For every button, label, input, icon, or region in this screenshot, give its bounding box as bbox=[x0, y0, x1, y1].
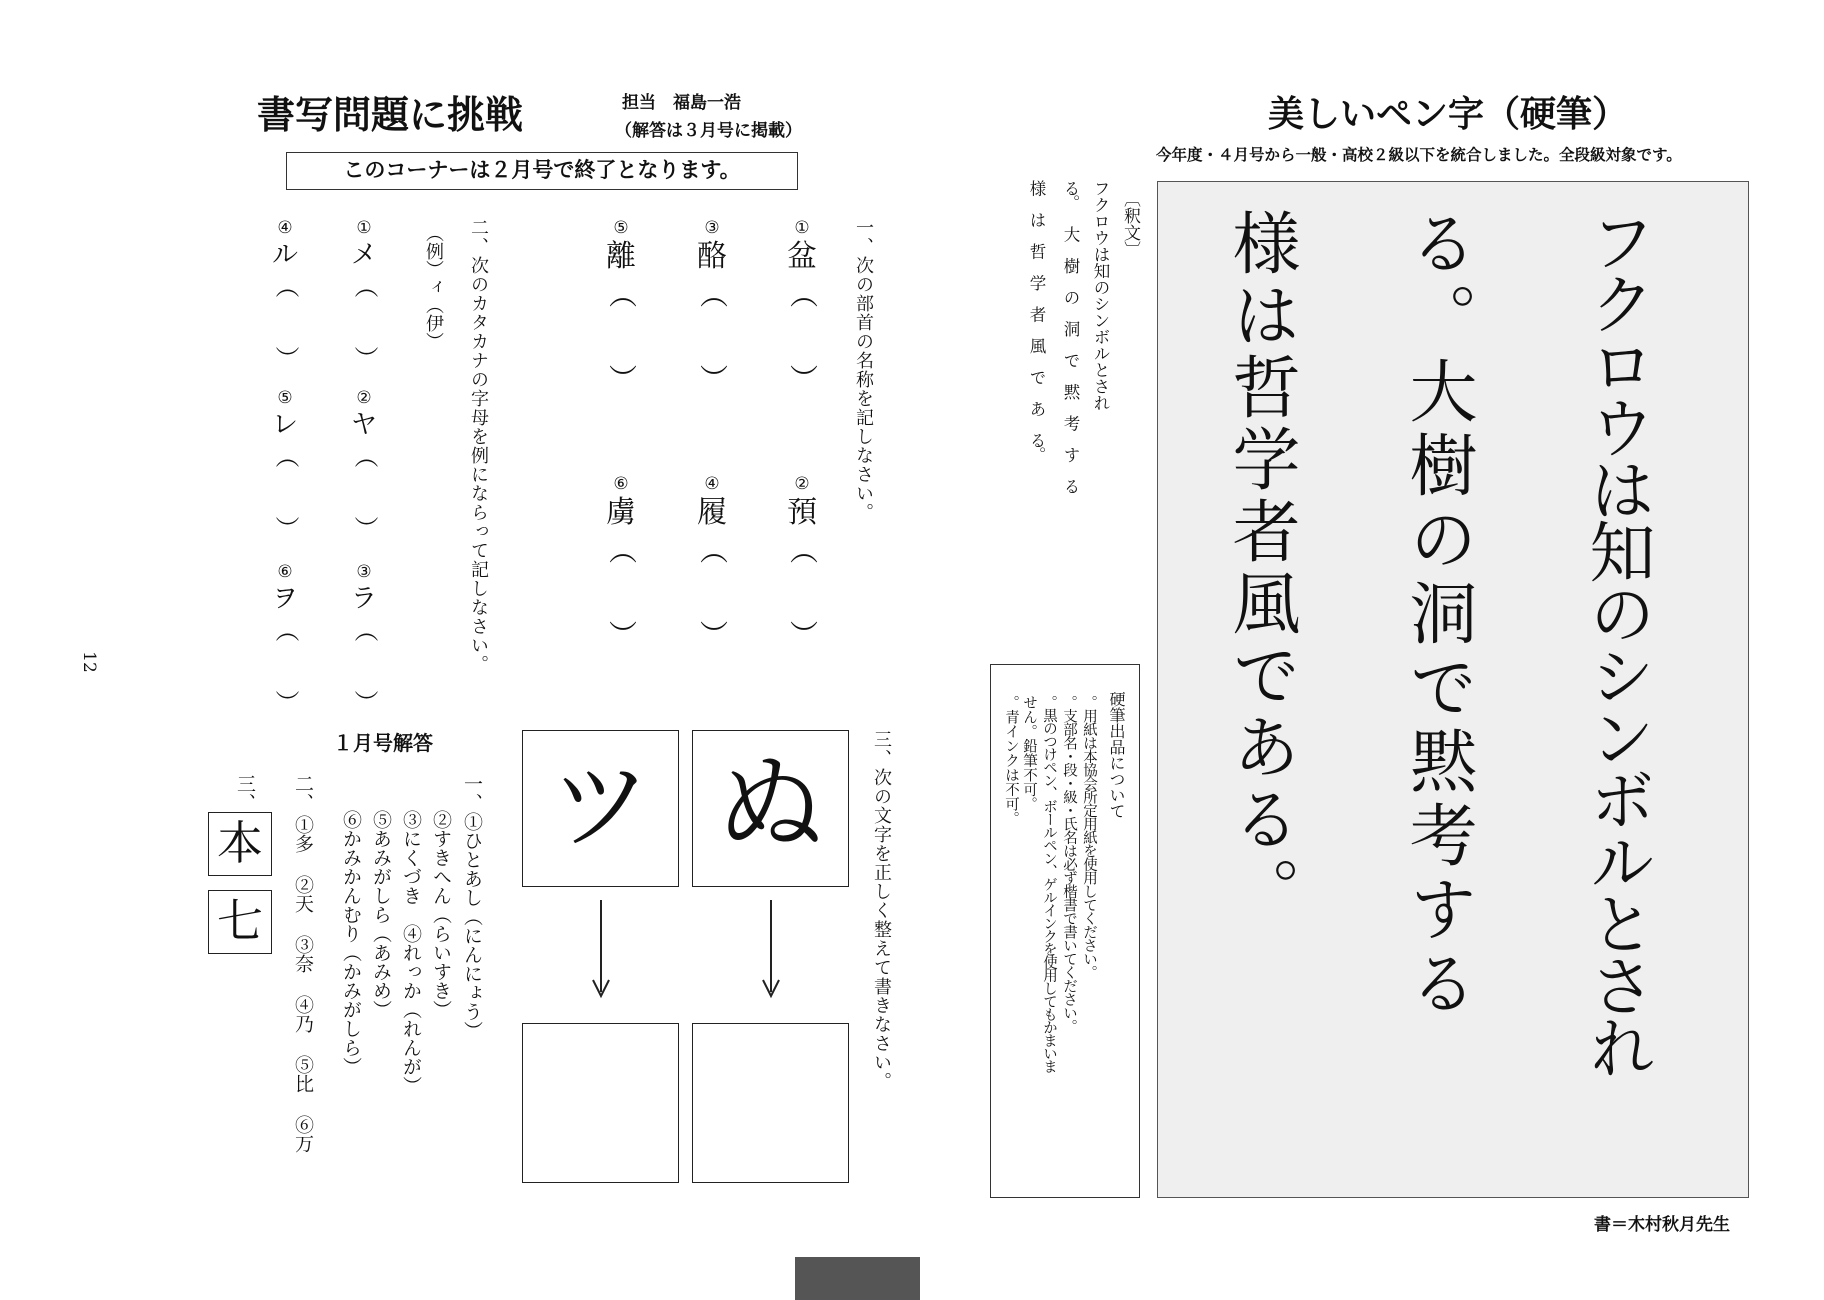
q2-item-char: レ bbox=[271, 410, 298, 440]
answer-2-item: ④乃 bbox=[292, 995, 314, 1033]
left-title: 書写問題に挑戦 bbox=[257, 93, 524, 137]
answer-2-item: ②天 bbox=[292, 875, 314, 913]
answer-3-char-box bbox=[208, 890, 272, 954]
author: 担当 福島一浩 bbox=[622, 93, 741, 113]
center-tab bbox=[795, 1257, 920, 1300]
q1-item-num: ⑥ bbox=[613, 474, 629, 494]
shakubun-label: 〔釈文〕 bbox=[1120, 190, 1140, 258]
q2-item-char: メ bbox=[350, 240, 377, 270]
answer-paren: （ ） bbox=[271, 618, 299, 714]
notice-text: このコーナーは２月号で終了となります。 bbox=[343, 158, 741, 182]
q1-item-3 bbox=[692, 218, 732, 392]
answers-title: １月号解答 bbox=[333, 731, 433, 755]
answer-paren: （ ） bbox=[271, 444, 299, 540]
q1-item-num: ③ bbox=[704, 218, 720, 238]
answer-paren: （ ） bbox=[605, 280, 638, 392]
shakubun-line: る。 大 樹 の 洞 で 黙 考 す る bbox=[1061, 180, 1080, 493]
q2-item-num: ⑥ bbox=[277, 562, 293, 582]
answer-paren: （ ） bbox=[696, 280, 729, 392]
notice-box bbox=[286, 152, 798, 190]
rule-line: 。支部名・段・級・氏名は必ず楷書で書いてください。 bbox=[1061, 695, 1077, 1033]
q2-item-1 bbox=[344, 218, 384, 370]
q1-instruction: 一、次の部首の名称を記しなさい。 bbox=[853, 218, 874, 522]
q1-item-char: 履 bbox=[697, 495, 727, 530]
answer-paren: （ ） bbox=[786, 536, 819, 648]
q3-answer-box-1[interactable] bbox=[692, 1023, 849, 1183]
answer-2-item: ③奈 bbox=[292, 935, 314, 973]
right-subtitle: 今年度・４月号から一般・高校２級以下を統合しました。全段級対象です。 bbox=[1156, 146, 1682, 164]
rule-line: せん。鉛筆不可。 bbox=[1021, 695, 1037, 811]
answer-paren: （ ） bbox=[786, 280, 819, 392]
q1-item-5 bbox=[601, 218, 641, 392]
q2-item-num: ④ bbox=[277, 218, 293, 238]
model-line: 様は哲学者風である。 bbox=[1221, 208, 1300, 928]
page-number: 12 bbox=[78, 651, 99, 673]
q1-item-char: 離 bbox=[606, 239, 636, 274]
q2-item-char: ラ bbox=[350, 584, 377, 614]
answer-paren: （ ） bbox=[350, 274, 378, 370]
answer-3-label: 三、 bbox=[234, 774, 256, 812]
answer-1-line: ⑥かみかんむり（かみがしら） bbox=[340, 810, 362, 1076]
answer-1-line: ②すきへん（らいすき） bbox=[430, 810, 452, 1019]
q2-item-5 bbox=[265, 388, 305, 540]
rule-line: 。青インクは不可。 bbox=[1003, 695, 1019, 826]
q1-item-1 bbox=[782, 218, 822, 392]
q3-char-tsu: ツ bbox=[550, 747, 651, 864]
q2-example: （例）ィ（伊） bbox=[423, 224, 444, 350]
shakubun-line: 様 は 哲 学 者 風 で あ る。 bbox=[1027, 180, 1046, 461]
answer-3-char: 本 bbox=[217, 816, 263, 870]
q2-item-3 bbox=[344, 562, 384, 714]
q2-item-num: ② bbox=[356, 388, 372, 408]
answer-paren: （ ） bbox=[350, 444, 378, 540]
q1-item-char: 盆 bbox=[787, 239, 817, 274]
model-line: フクロウは知のシンボルとされ bbox=[1578, 208, 1655, 1076]
answer-paren: （ ） bbox=[350, 618, 378, 714]
q2-item-2 bbox=[344, 388, 384, 540]
q2-item-num: ⑤ bbox=[277, 388, 293, 408]
answer-3-char-box bbox=[208, 812, 272, 876]
answer-1-line: ⑤あみがしら（あみめ） bbox=[370, 810, 392, 1019]
q1-item-2 bbox=[782, 474, 822, 648]
answer-2-item: ⑤比 bbox=[292, 1055, 314, 1093]
q3-source-box-nu bbox=[692, 730, 849, 887]
q2-item-6 bbox=[265, 562, 305, 714]
q1-item-num: ② bbox=[794, 474, 810, 494]
q1-item-num: ⑤ bbox=[613, 218, 629, 238]
answer-3-char: 七 bbox=[217, 894, 263, 948]
q1-item-char: 酪 bbox=[697, 239, 727, 274]
q1-item-4 bbox=[692, 474, 732, 648]
q2-item-char: ヲ bbox=[271, 584, 298, 614]
answer-paren: （ ） bbox=[605, 536, 638, 648]
answer-1-line: 一、①ひとあし（にんにょう） bbox=[461, 774, 483, 1040]
down-arrow-icon bbox=[760, 900, 782, 1000]
model-line: る。大樹の洞で黙考する bbox=[1398, 208, 1477, 1022]
answer-1-line: ③にくづき ④れっか（れんが） bbox=[400, 810, 422, 1095]
answer-2-list bbox=[290, 815, 316, 1175]
answer-paren: （ ） bbox=[696, 536, 729, 648]
answer-2-label: 二、 bbox=[292, 774, 314, 812]
q3-source-box-tsu bbox=[522, 730, 679, 887]
q2-item-char: ヤ bbox=[350, 410, 377, 440]
shakubun-line: フクロウは知のシンボルとされ bbox=[1091, 180, 1110, 411]
q2-item-num: ① bbox=[356, 218, 372, 238]
q3-answer-box-2[interactable] bbox=[522, 1023, 679, 1183]
down-arrow-icon bbox=[590, 900, 612, 1000]
q2-item-num: ③ bbox=[356, 562, 372, 582]
q1-item-char: 虜 bbox=[606, 495, 636, 530]
rule-line: 。用紙は本協会所定用紙を使用してください。 bbox=[1081, 695, 1097, 979]
rules-box bbox=[990, 664, 1140, 1198]
q2-item-4 bbox=[265, 218, 305, 370]
q1-item-num: ① bbox=[794, 218, 810, 238]
answer-note: （解答は３月号に掲載） bbox=[615, 121, 802, 141]
answer-paren: （ ） bbox=[271, 274, 299, 370]
rules-title: 硬筆出品について bbox=[1107, 691, 1126, 819]
answer-2-item: ①多 bbox=[292, 815, 314, 853]
q3-char-nu: ぬ bbox=[716, 743, 825, 868]
credit: 書＝木村秋月先生 bbox=[1594, 1215, 1730, 1235]
q1-item-6 bbox=[601, 474, 641, 648]
q1-item-char: 預 bbox=[787, 495, 817, 530]
answer-2-item: ⑥万 bbox=[292, 1115, 314, 1153]
rule-line: 。黒のつけペン、ボールペン、ゲルインクを使用してもかまいま bbox=[1041, 695, 1057, 1072]
right-title: 美しいペン字（硬筆） bbox=[1268, 94, 1629, 135]
q2-instruction: 二、次のカタカナの字母を例にならって記しなさい。 bbox=[468, 218, 489, 674]
q2-item-char: ル bbox=[271, 240, 298, 270]
model-panel bbox=[1157, 181, 1749, 1198]
q1-item-num: ④ bbox=[704, 474, 720, 494]
q3-instruction: 三、次の文字を正しく整えて書きなさい。 bbox=[871, 730, 892, 1091]
